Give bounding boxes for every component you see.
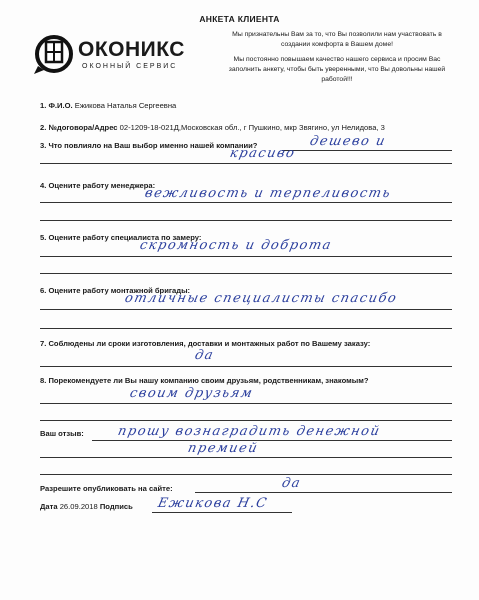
fio-value: Ежикова Наталья Сергеевна bbox=[74, 101, 177, 110]
answer-3-line-1: дешево и bbox=[308, 134, 388, 149]
review-rule-3 bbox=[40, 474, 452, 475]
date-value: 26.09.2018 bbox=[59, 502, 98, 511]
answer-3-rule-1 bbox=[282, 150, 452, 151]
review-label: Ваш отзыв: bbox=[40, 429, 84, 438]
review-rule-2 bbox=[40, 457, 452, 458]
answer-3-line-2: красиво bbox=[228, 146, 297, 161]
date-label: Дата bbox=[40, 502, 58, 511]
date-signature-row bbox=[40, 502, 133, 511]
contract-label: 2. №договора/Адрес bbox=[40, 123, 118, 132]
answer-6-rule-2 bbox=[40, 328, 452, 329]
form-title: АНКЕТА КЛИЕНТА bbox=[199, 14, 280, 24]
answer-8-rule-1 bbox=[40, 403, 452, 404]
publish-rule bbox=[195, 492, 452, 493]
answer-4-rule-2 bbox=[40, 220, 452, 221]
signature-label: Подпись bbox=[99, 502, 133, 511]
window-logo-icon bbox=[32, 32, 76, 76]
review-line-1: прошу вознаградить денежной bbox=[116, 424, 382, 439]
signature-rule bbox=[152, 512, 292, 513]
fio-row bbox=[40, 101, 176, 110]
question-6: 6. Оцените работу монтажной бригады: bbox=[40, 286, 191, 295]
answer-3-rule-2 bbox=[40, 163, 452, 164]
logo-subtitle: ОКОННЫЙ СЕРВИС bbox=[82, 63, 178, 70]
answer-5-rule-2 bbox=[40, 273, 452, 274]
question-7: 7. Соблюдены ли сроки изготовления, доставки и монтажных работ по Вашему заказу: bbox=[40, 339, 371, 348]
answer-6-rule-1 bbox=[40, 309, 452, 310]
contract-row bbox=[40, 123, 385, 132]
review-rule-1 bbox=[92, 440, 452, 441]
question-3: 3. Что повлияло на Ваш выбор именно нашей компании? bbox=[40, 141, 258, 150]
publish-answer: да bbox=[280, 476, 303, 491]
answer-7: да bbox=[193, 348, 216, 363]
contract-value: 02-1209-18-021Д,Московская обл., г Пушкино, мкр Звягино, ул Нелидова, 3 bbox=[119, 123, 385, 132]
logo-wordmark: ОКОНИКС bbox=[78, 38, 185, 61]
answer-4: вежливость и терпеливость bbox=[143, 186, 393, 201]
signature: Ежикова Н.С bbox=[156, 496, 270, 511]
intro-paragraph-1: Мы признательны Вам за то, что Вы позволили нам участвовать в создании комфорта в Вашем доме! bbox=[232, 31, 442, 48]
answer-8-rule-2 bbox=[40, 420, 452, 421]
question-8: 8. Порекомендуете ли Вы нашу компанию своим друзьям, родственникам, знакомым? bbox=[40, 376, 369, 385]
intro-paragraph-2: Мы постоянно повышаем качество нашего сервиса и просим Вас заполнить анкету, чтобы быть уверенными, что Вы довольны нашей работой!!! bbox=[228, 56, 446, 83]
intro-text bbox=[217, 30, 457, 90]
answer-7-rule bbox=[40, 366, 452, 367]
question-5: 5. Оцените работу специалиста по замеру: bbox=[40, 233, 202, 242]
answer-8: своим друзьям bbox=[128, 386, 255, 401]
answer-5-rule-1 bbox=[40, 256, 452, 257]
answer-5: скромность и доброта bbox=[138, 238, 334, 253]
publish-label: Разрешите опубликовать на сайте: bbox=[40, 484, 173, 493]
question-4: 4. Оцените работу менеджера: bbox=[40, 181, 156, 190]
answer-6: отличные специалисты спасибо bbox=[123, 291, 399, 306]
answer-4-rule-1 bbox=[40, 202, 452, 203]
fio-label: 1. Ф.И.О. bbox=[40, 101, 73, 110]
review-line-2: премией bbox=[186, 441, 260, 456]
company-logo bbox=[30, 30, 200, 80]
